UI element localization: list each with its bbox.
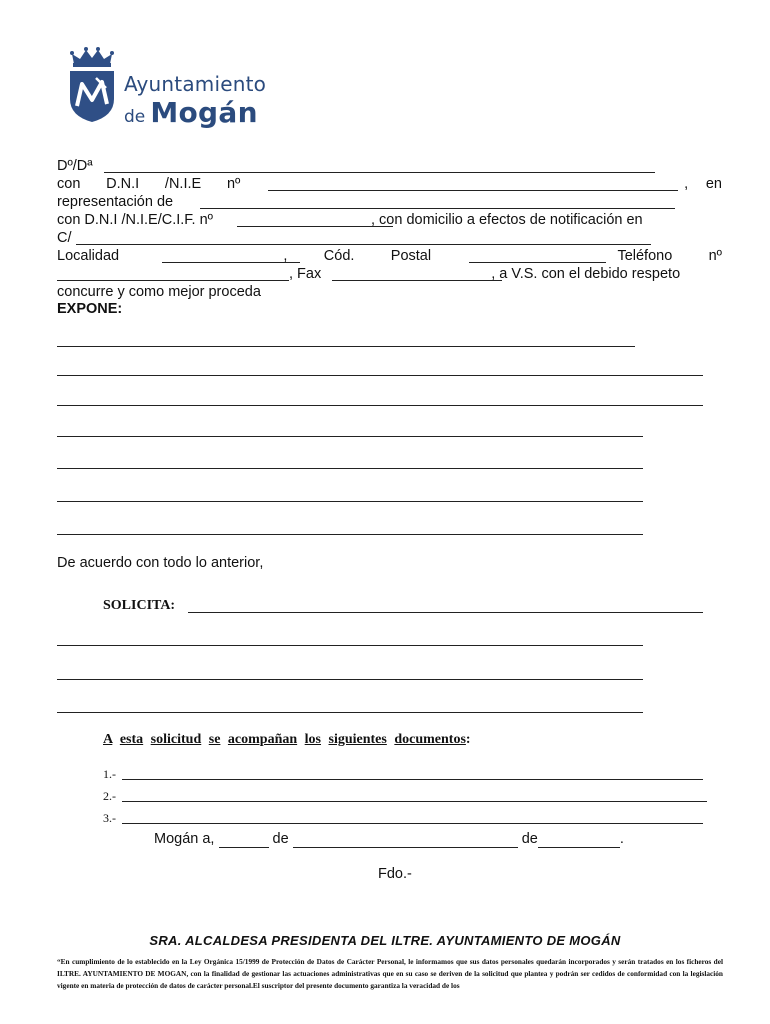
date-day-line[interactable]: [219, 831, 269, 848]
date-month-line[interactable]: [293, 831, 518, 848]
field-street-line[interactable]: [76, 244, 651, 245]
expone-line-6[interactable]: [57, 501, 643, 502]
section-expone: EXPONE:: [57, 301, 123, 317]
text-no: nº: [226, 176, 241, 192]
expone-line-3[interactable]: [57, 405, 703, 406]
field-fax-line[interactable]: [332, 280, 502, 281]
field-label-representation: representación de: [57, 194, 174, 210]
text-no-2: nº: [708, 248, 722, 264]
doc-number-3: 3.-: [103, 811, 116, 825]
docs-colon: :: [465, 732, 471, 747]
field-locality-line[interactable]: [162, 262, 300, 263]
solicita-line-3[interactable]: [57, 679, 643, 680]
docs-word-2: esta: [119, 732, 144, 747]
solicita-line-2[interactable]: [57, 645, 643, 646]
expone-line-2[interactable]: [57, 375, 703, 376]
expone-line-4[interactable]: [57, 436, 643, 437]
text-postal: Postal: [390, 248, 432, 264]
field-representation-line[interactable]: [200, 208, 675, 209]
docs-word-3: solicitud: [150, 732, 202, 747]
text-nie: /N.I.E: [164, 176, 202, 192]
field-label-name: Dº/Dª: [57, 158, 93, 174]
logo-line-ayuntamiento: Ayuntamiento: [124, 72, 267, 96]
solicita-line-1[interactable]: [188, 612, 703, 613]
legal-notice: “En cumplimiento de lo establecido en la Ley Orgánica 15/1999 de Protección de Datos de Carácter Personal, le informamos que sus datos personales quedarán incorporados y serán tratados en los ficheros del ILTRE. AYUNTAMIENTO DE MOGAN, con la finalidad de gestionar las actuaciones administrativas que en su caso se deriven de la solicitud que plantea y podrán ser cedidos de conformidad con la legislación vigente en materia de protección de datos de carácter personal.El suscriptor del presente documento garantiza la veracidad de los: [57, 957, 723, 990]
text-de-2: de: [521, 831, 538, 847]
text-dni: D.N.I: [106, 176, 140, 192]
text-de-1: de: [272, 831, 289, 847]
text-fax: , Fax: [289, 266, 322, 282]
text-telefono: Teléfono: [617, 248, 673, 264]
section-solicita: SOLICITA:: [103, 598, 176, 613]
coat-of-arms-icon: [66, 44, 118, 124]
text-cod: Cód.: [323, 248, 355, 264]
expone-line-5[interactable]: [57, 468, 643, 469]
docs-word-6: los: [304, 732, 321, 747]
text-acuerdo: De acuerdo con todo lo anterior,: [57, 555, 264, 571]
text-concurre: concurre y como mejor proceda: [57, 284, 261, 300]
date-row: [154, 831, 624, 848]
logo-mogan: Mogán: [150, 96, 258, 129]
doc-line-2[interactable]: [122, 801, 707, 802]
text-localidad: Localidad: [57, 248, 120, 264]
text-respeto: , a V.S. con el debido respeto: [491, 266, 681, 282]
field-dni-line[interactable]: [268, 190, 678, 191]
doc-line-3[interactable]: [122, 823, 703, 824]
logo-de: de: [124, 107, 146, 127]
text-mogan-a: Mogán a,: [154, 831, 215, 847]
field-locality-row: [57, 248, 722, 265]
logo-line-mogan: [124, 96, 258, 129]
expone-line-1[interactable]: [57, 346, 635, 347]
doc-line-1[interactable]: [122, 779, 703, 780]
field-postal-line[interactable]: [469, 262, 606, 263]
text-cif-label: con D.N.I /N.I.E/C.I.F. nº: [57, 212, 213, 228]
solicita-line-4[interactable]: [57, 712, 643, 713]
docs-word-7: siguientes: [328, 732, 387, 747]
footer-addressee: SRA. ALCALDESA PRESIDENTA DEL ILTRE. AYUNTAMIENTO DE MOGÁN: [149, 933, 621, 948]
field-cif-line[interactable]: [237, 226, 393, 227]
doc-number-1: 1.-: [103, 767, 116, 781]
docs-word-5: acompañan: [227, 732, 298, 747]
docs-word-4: se: [208, 732, 221, 747]
date-year-line[interactable]: [538, 831, 620, 848]
text-en: en: [705, 176, 722, 192]
expone-line-7[interactable]: [57, 534, 643, 535]
docs-word-1: A: [103, 732, 113, 747]
docs-word-8: documentos: [394, 732, 466, 747]
municipal-logo: [66, 44, 266, 134]
text-comma-2: ,: [283, 248, 288, 264]
text-comma: ,: [684, 176, 689, 192]
text-period: .: [619, 831, 624, 847]
field-label-street: C/: [57, 230, 72, 246]
signature-label: Fdo.-: [378, 866, 412, 882]
text-con: con: [57, 176, 81, 192]
text-domicilio: , con domicilio a efectos de notificación en: [370, 212, 643, 228]
doc-number-2: 2.-: [103, 789, 116, 803]
field-name-line[interactable]: [104, 172, 655, 173]
documents-heading: [103, 732, 471, 748]
field-phone-line[interactable]: [57, 280, 289, 281]
